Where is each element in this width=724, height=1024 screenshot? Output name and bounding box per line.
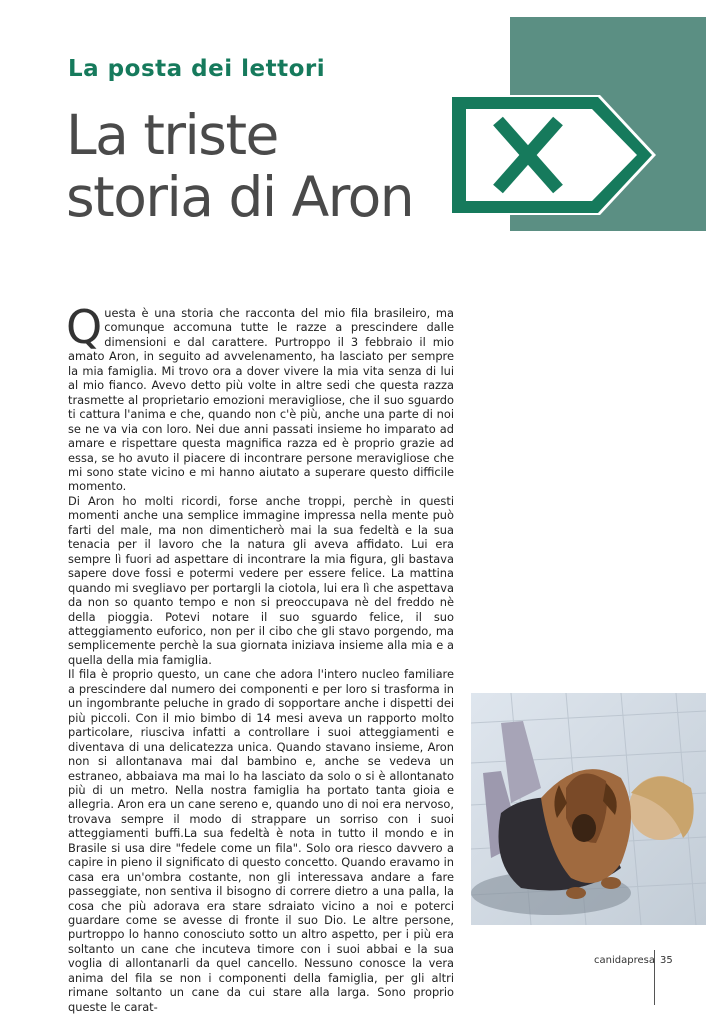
paragraph-1 — [66, 300, 454, 494]
paragraph-2: Di Aron ho molti ricordi, forse anche troppi, perchè in questi momenti anche una semplice immagine impressa nella mente può farti del male, ma non dimenticherò mai la sua fedeltà e la sua tenacia per il lavoro che la natura gli aveva affidato. Lui era sempre lì fuori ad aspettare di incontrare la mia figura, gli bastava sapere dove fossi e potermi vedere per essere felice. La mattina quando mi svegliavo per portargli la ciotola, lui era lì che aspettava da non so quanto tempo e non si preoccupava nè del freddo nè della pioggia. Potevi notare il suo sguardo felice, il suo atteggiamento euforico, non per il cibo che gli stavo porgendo, ma semplicemente perchè la sua giornata iniziava insieme alla mia e a quella della mia famiglia. — [68, 493, 454, 667]
title-line-2: storia di Aron — [66, 165, 414, 229]
page-number: 35 — [660, 955, 673, 966]
article-title — [66, 104, 413, 228]
footer-brand: canidapresa — [594, 955, 655, 966]
article-body — [66, 300, 454, 1014]
section-heading: La posta dei lettori — [68, 56, 326, 82]
photo-dog-and-child — [471, 693, 706, 925]
paragraph-1-text: uesta è una storia che racconta del mio fila brasileiro, ma comunque accomuna tutte le razze a prescindere dalle dimensioni e dal carattere. Purtroppo il 3 febbraio il mio amato Aron, in seguito ad avvelenamento, ha lasciato per sempre la mia famiglia. Mi trovo ora a dover vivere la mia vita senza di lui al mio fianco. Avevo detto più volte in altre sedi che questa razza trasmette al proprietario emozioni meravigliose, che il suo sguardo ti cattura l'anima e che, quando non c'è più, anche una parte di noi se ne va via con loro. Nei due anni passati insieme ho imparato ad amare e rispettare questa magnifica razza ed è proprio grazie ad essa, se ho avuto il piacere di incontrare persone meravigliose che mi sono state vicino e mi hanno aiutato a superare questo difficile momento. — [68, 306, 454, 494]
magazine-logo — [450, 17, 706, 231]
paragraph-3: Il fila è proprio questo, un cane che adora l'intero nucleo familiare a prescindere dal numero dei componenti e per loro si trasforma in un ingombrante peluche in grado di sopportare anche i dispetti dei più piccoli. Con il mio bimbo di 14 mesi aveva un rapporto molto particolare, riusciva infatti a controllare i suoi atteggiamenti e diventava di una delicatezza unica. Quando stavano insieme, Aron non si allontanava mai dal bambino e, anche se vedeva un estraneo, abbaiava ma mai lo ha lasciato da solo o si è allontanato più di un metro. Nella nostra famiglia ha portato tanta gioia e allegria. Aron era un cane sereno e, quando uno di noi era nervoso, trovava sempre il modo di strappare un sorriso con i suoi atteggiamenti buffi.La sua fedeltà è nota in tutto il mondo e in Brasile si usa dire "fedele come un fila". Solo ora riesco davvero a capire in pieno il significato di questo concetto. Quando eravamo in casa era un'ombra costante, non gli interessava andare a fare passeggiate, non sentiva il bisogno di correre dietro a una palla, la cosa che più adorava era stare sdraiato vicino a noi e poterci guardare come se avesse di fronte il suo Dio. Le altre persone, purtroppo lo hanno conosciuto sotto un altro aspetto, per i più era soltanto un cane che incuteva timore con i suoi abbai e la sua voglia di allontanarli da quel cancello. Nessuno conosce la vera anima del fila se non i componenti della famiglia, per gli altri rimane soltanto un cane da cui stare alla larga. Sono proprio queste le carat- — [68, 667, 454, 1014]
drop-cap: Q — [66, 300, 103, 354]
title-line-1: La triste — [66, 103, 278, 167]
